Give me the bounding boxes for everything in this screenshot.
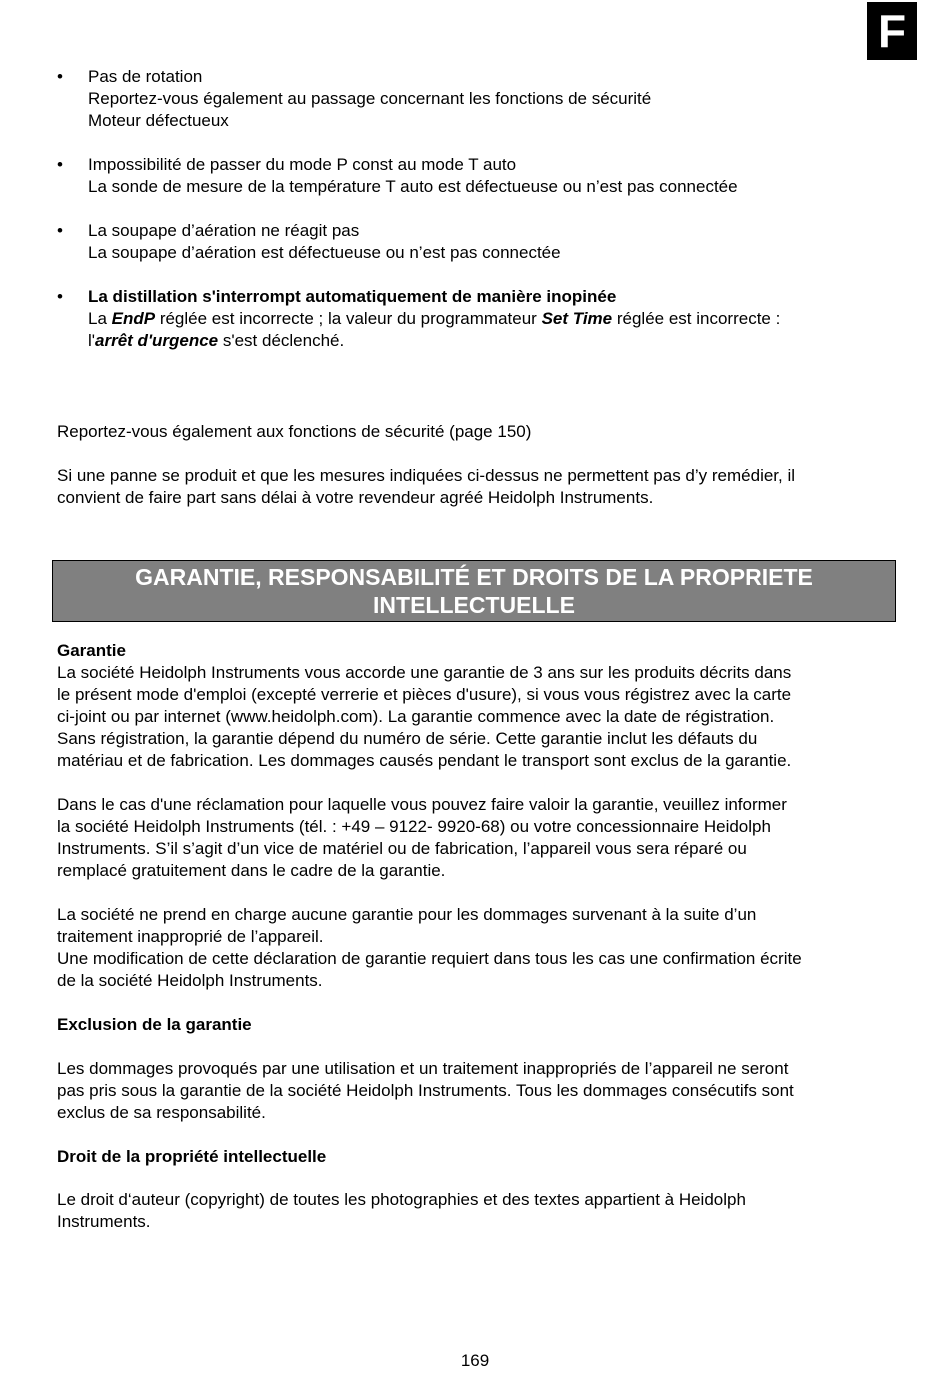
paragraph-line: Instruments. xyxy=(57,1212,151,1231)
item-title: La distillation s'interrompt automatiquement de manière inopinée xyxy=(88,287,617,306)
bullet-icon: • xyxy=(57,155,63,174)
item-title: Pas de rotation xyxy=(88,67,203,86)
droit-paragraph xyxy=(57,1189,907,1233)
paragraph-line: Le droit d‘auteur (copyright) de toutes les photographies et des textes appartient à Heidolph xyxy=(57,1190,746,1209)
item-title: La soupape d’aération ne réagit pas xyxy=(88,221,360,240)
paragraph-line: matériau et de fabrication. Les dommages causés pendant le transport sont exclus de la garantie. xyxy=(57,751,792,770)
item-text xyxy=(88,330,917,352)
endp-term: EndP xyxy=(111,309,156,328)
paragraph-line: la société Heidolph Instruments (tél. : +49 – 9122- 9920-68) ou votre concessionnaire Heidolph xyxy=(57,817,771,836)
paragraph-line: Sans régistration, la garantie dépend du numéro de série. Cette garantie inclut les défauts du xyxy=(57,729,758,748)
item-text: Moteur défectueux xyxy=(88,111,229,130)
garantie-paragraph-3 xyxy=(57,904,907,992)
paragraph-line: La société ne prend en charge aucune garantie pour les dommages survenant à la suite d’un xyxy=(57,905,757,924)
paragraph-line: remplacé gratuitement dans le cadre de la garantie. xyxy=(57,861,446,880)
paragraph-line: de la société Heidolph Instruments. xyxy=(57,971,323,990)
bullet-icon: • xyxy=(57,287,63,306)
droit-heading: Droit de la propriété intellectuelle xyxy=(57,1147,327,1166)
paragraph-line: La société Heidolph Instruments vous accorde une garantie de 3 ans sur les produits décrits dans xyxy=(57,663,792,682)
paragraph-line: traitement inapproprié de l’appareil. xyxy=(57,927,324,946)
paragraph-line: Une modification de cette déclaration de garantie requiert dans tous les cas une confirmation écrite xyxy=(57,949,802,968)
list-item xyxy=(57,154,917,198)
security-reference: Reportez-vous également aux fonctions de sécurité (page 150) xyxy=(57,422,532,441)
text-run: réglée est incorrecte : xyxy=(612,309,781,328)
bullet-icon: • xyxy=(57,221,63,240)
garantie-heading: Garantie xyxy=(57,641,126,660)
paragraph-line: le présent mode d'emploi (excepté verrerie et pièces d'usure), si vous vous régistrez avec la carte xyxy=(57,685,792,704)
paragraph-line: pas pris sous la garantie de la société Heidolph Instruments. Tous les dommages consécutifs sont xyxy=(57,1081,794,1100)
text-run: s'est déclenché. xyxy=(218,331,345,350)
text-run: l' xyxy=(88,331,96,350)
set-time-term: Set Time xyxy=(541,309,613,328)
paragraph-line: ci-joint ou par internet (www.heidolph.com). La garantie commence avec la date de régistration. xyxy=(57,707,775,726)
text-run: La xyxy=(88,309,112,328)
list-item xyxy=(57,220,917,264)
page-number: 169 xyxy=(460,1351,490,1370)
item-text: La sonde de mesure de la température T auto est défectueuse ou n’est pas connectée xyxy=(88,177,738,196)
exclusion-heading: Exclusion de la garantie xyxy=(57,1015,252,1034)
banner-line: INTELLECTUELLE xyxy=(373,592,575,618)
list-item xyxy=(57,286,917,352)
paragraph-line: convient de faire part sans délai à votre revendeur agréé Heidolph Instruments. xyxy=(57,488,654,507)
exclusion-paragraph xyxy=(57,1058,907,1124)
paragraph-line: Les dommages provoqués par une utilisation et un traitement inappropriés de l’appareil ne seront xyxy=(57,1059,789,1078)
list-item xyxy=(57,66,917,132)
item-text xyxy=(88,308,917,330)
paragraph-line: exclus de sa responsabilité. xyxy=(57,1103,266,1122)
paragraph-line: Dans le cas d'une réclamation pour laquelle vous pouvez faire valoir la garantie, veuillez informer xyxy=(57,795,787,814)
item-text: Reportez-vous également au passage concernant les fonctions de sécurité xyxy=(88,89,652,108)
item-text: La soupape d’aération est défectueuse ou n’est pas connectée xyxy=(88,243,561,262)
paragraph-line: Instruments. S’il s’agit d’un vice de matériel ou de fabrication, l’appareil vous sera réparé ou xyxy=(57,839,747,858)
panne-paragraph xyxy=(57,465,907,509)
language-badge: F xyxy=(867,2,917,60)
garantie-paragraph-1 xyxy=(57,662,907,772)
emergency-stop-term: arrêt d'urgence xyxy=(95,331,219,350)
banner-line: GARANTIE, RESPONSABILITÉ ET DROITS DE LA PROPRIETE xyxy=(135,564,813,590)
item-title: Impossibilité de passer du mode P const au mode T auto xyxy=(88,155,517,174)
text-run: réglée est incorrecte ; la valeur du programmateur xyxy=(155,309,542,328)
troubleshooting-list xyxy=(57,66,917,374)
section-banner xyxy=(52,560,896,622)
paragraph-line: Si une panne se produit et que les mesures indiquées ci-dessus ne permettent pas d’y remédier, il xyxy=(57,466,796,485)
garantie-paragraph-2 xyxy=(57,794,907,882)
bullet-icon: • xyxy=(57,67,63,86)
